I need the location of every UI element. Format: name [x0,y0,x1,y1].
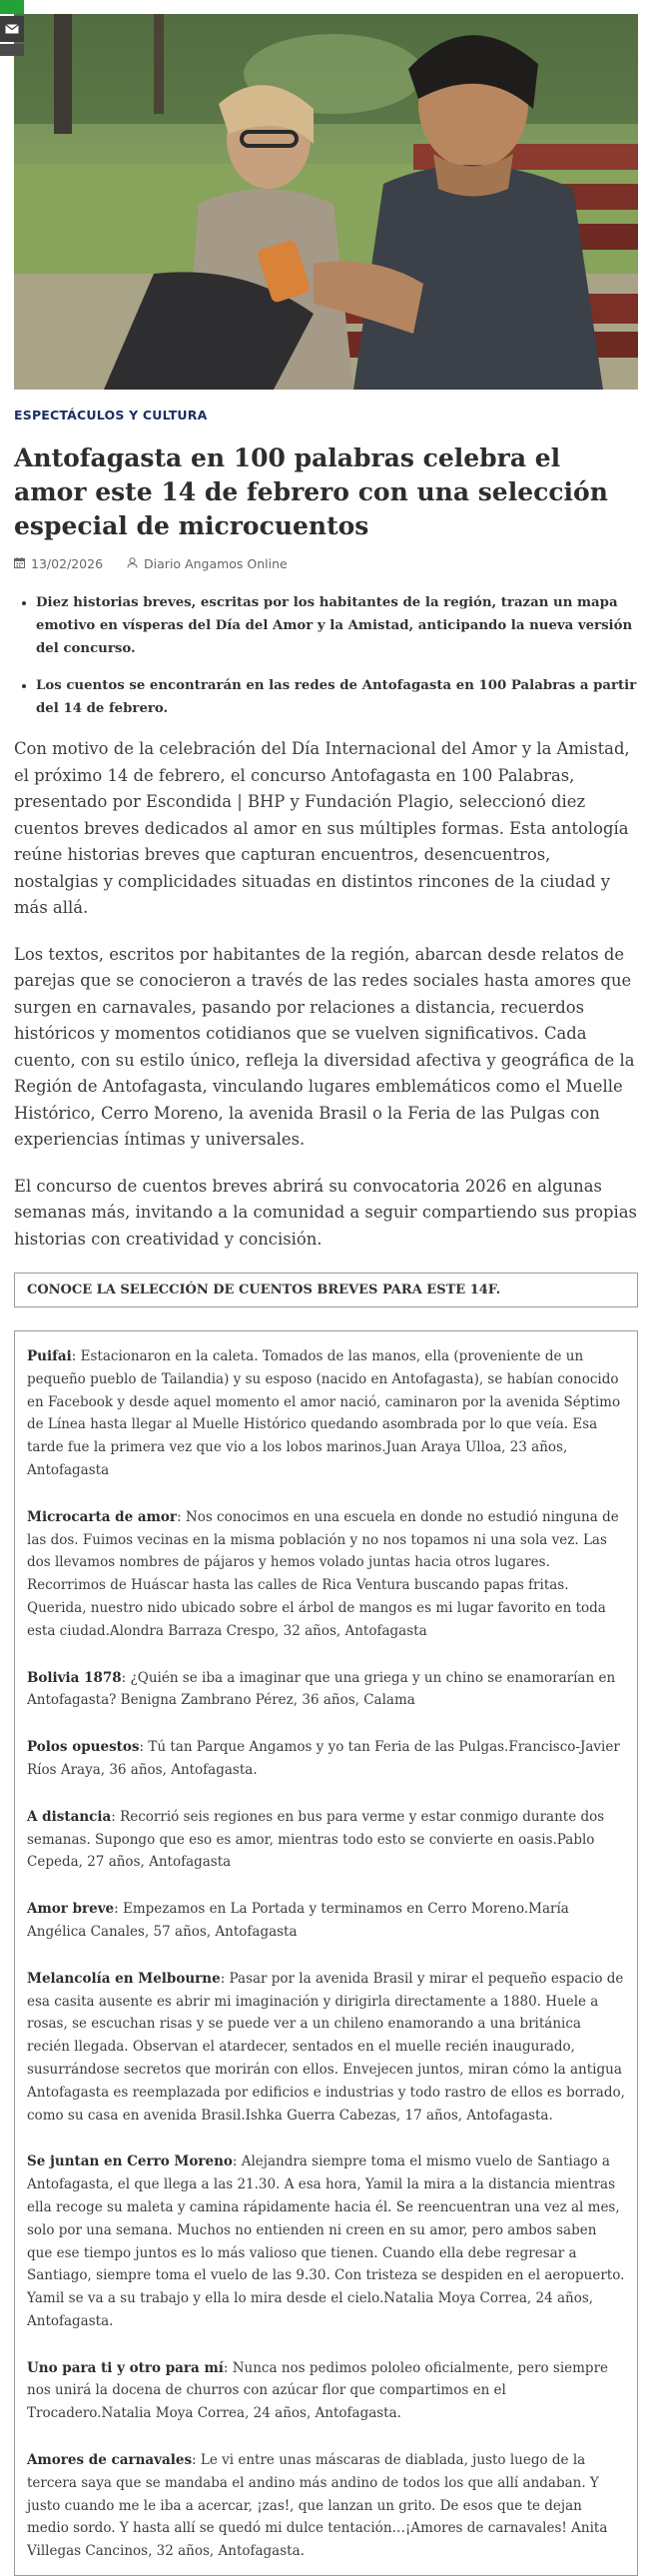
story-item [27,1898,625,1944]
green-tab-icon[interactable] [0,0,24,14]
story-item [27,1806,625,1874]
story-title: Amor breve [27,1901,115,1918]
story-item [27,2150,625,2332]
category-label[interactable]: ESPECTÁCULOS Y CULTURA [14,408,208,423]
paragraph: Los textos, escritos por habitantes de la región, abarcan desde relatos de parejas que se conocieron a través de las redes sociales hasta amores que surgen en carnavales, pasando por relaciones a distancia, recuerdos históricos y momentos cotidianos que se vuelven significativos. Cada cuento, con su estilo único, refleja la diversidad afectiva y geográfica de la Región de Antofagasta, vinculando lugares emblemáticos como el Muelle Histórico, Cerro Moreno, la avenida Brasil o la Feria de las Pulgas con experiencias íntimas y universales. [14,944,635,1149]
user-icon [127,556,138,571]
story-title: Uno para ti y otro para mí [27,2359,224,2376]
story-item [27,1345,625,1482]
story-text: : Le vi entre unas máscaras de diablada, justo luego de la tercera saya que se mandaba el andino más andino de todos los que allí andaban. Y justo cuando me le iba a acercar, ¡zas!, que lanzan un grito. De esos que te dejan medio sordo. Y hasta allí se quedó mi dulce tentación…¡Amores de carnavales! Anita Villegas Cancinos, 32 años, Antofagasta. [27,2452,608,2560]
story-title: Bolivia 1878 [27,1669,122,1686]
stories-box [14,1330,638,2576]
list-item: • Diez historias breves, escritas por los habitantes de la región, trazan un mapa emotivo en vísperas del Día del Amor y la Amistad, anticipando la nueva versión del concurso. [36,591,638,660]
story-item [27,1736,625,1782]
story-text: : Alejandra siempre toma el mismo vuelo de Santiago a Antofagasta, el que llega a las 21.30. A esa hora, Yamil la mira a la distancia mientras ella recoge su maleta y camina rápidamente hacia él. Se reencuentran una vez al mes, solo por una semana. Muchos no entienden ni creen en su amor, pero ambos saben que ese tiempo juntos es lo más valioso que tienen. Cuando ella debe regresar a Santiago, siempre toma el vuelo de las 9.30. Con tristeza se despiden en el aeropuerto. Yamil se va a su trabajo y ella lo mira desde el cielo.Natalia Moya Correa, 24 años, Antofagasta. [27,2153,625,2329]
article-title: Antofagasta en 100 palabras celebra el amor este 14 de febrero con una selección especial de microcuentos [14,443,608,540]
article-meta [14,556,638,571]
dark-tab-icon[interactable] [0,44,24,56]
story-item [27,1667,625,1713]
article-author[interactable]: Diario Angamos Online [144,556,288,571]
summary-bullets [14,591,638,720]
hero-image [14,14,638,390]
story-text: : Nunca nos pedimos pololeo oficialmente, pero siempre nos unirá la docena de churros con azúcar flor que compartimos en el Trocadero.Natalia Moya Correa, 24 años, Antofagasta. [27,2359,609,2422]
story-item [27,2449,625,2563]
story-title: Polos opuestos [27,1739,140,1756]
story-item [27,2357,625,2425]
calendar-icon [14,556,25,571]
story-text: : Estacionaron en la caleta. Tomados de las manos, ella (proveniente de un pequeño pueblo de Tailandia) y su esposo (nacido en Antofagasta), se habían conocido en Facebook y desde aquel momento el amor nació, caminaron por la avenida Séptimo de Línea hasta llegar al Muelle Histórico quedando asombrada por lo que veía. Esa tarde fue la primera vez que vio a los lobos marinos.Juan Araya Ulloa, 23 años, Antofagasta [27,1348,621,1478]
story-text: : Tú tan Parque Angamos y yo tan Feria de las Pulgas.Francisco-Javier Ríos Araya, 36 años, Antofagasta. [27,1739,620,1778]
story-title: A distancia [27,1808,112,1825]
story-text: : ¿Quién se iba a imaginar que una griega y un chino se enamorarían en Antofagasta? Benigna Zambrano Pérez, 36 años, Calama [27,1669,616,1709]
story-title: Se juntan en Cerro Moreno [27,2153,233,2170]
story-text: : Empezamos en La Portada y terminamos en Cerro Moreno.María Angélica Canales, 57 años, Antofagasta [27,1901,569,1940]
story-title: Puifai [27,1348,72,1364]
article-date: 13/02/2026 [31,556,104,571]
list-item: • Los cuentos se encontrarán en las redes de Antofagasta en 100 Palabras a partir del 14 de febrero. [36,674,638,720]
story-title: Microcarta de amor [27,1508,178,1525]
story-text: : Recorrió seis regiones en bus para verme y estar conmigo durante dos semanas. Supongo que eso es amor, mientras todo esto se convierte en oasis.Pablo Cepeda, 27 años, Antofagasta [27,1808,605,1871]
story-item [27,1506,625,1643]
article [14,408,638,2576]
story-text: : Nos conocimos en una escuela en donde no estudió ninguna de las dos. Fuimos vecinas en la misma población y no nos topamos ni una sola vez. Las dos llevamos nombres de pájaros y hemos volado juntas hacia otros lugares. Recorrimos de Huáscar hasta las calles de Rica Ventura buscando papas fritas. Querida, nuestro nido ubicado sobre el árbol de mangos es mi lugar favorito en toda esta ciudad.Alondra Barraza Crespo, 32 años, Antofagasta [27,1508,619,1639]
story-title: Melancolía en Melbourne [27,1970,221,1987]
stories-callout: CONOCE LA SELECCIÓN DE CUENTOS BREVES PARA ESTE 14F. [14,1273,638,1307]
story-title: Amores de carnavales [27,2452,193,2469]
paragraph: Con motivo de la celebración del Día Internacional del Amor y la Amistad, el próximo 14 de febrero, el concurso Antofagasta en 100 Palabras, presentado por Escondida | BHP y Fundación Plagio, seleccionó diez cuentos breves dedicados al amor en sus múltiples formas. Esta antología reúne historias breves que capturan encuentros, desencuentros, nostalgias y complicidades situadas en distintos rincones de la ciudad y más allá. [14,739,630,917]
mail-icon[interactable] [0,16,24,42]
photo-couple-reading-on-bench-icon [14,14,638,390]
story-item [27,1968,625,2128]
side-share-tabs [0,0,24,56]
paragraph: El concurso de cuentos breves abrirá su convocatoria 2026 en algunas semanas más, invitando a la comunidad a seguir compartiendo sus propias historias con creatividad y concisión. [14,1176,637,1249]
story-text: : Pasar por la avenida Brasil y mirar el pequeño espacio de esa casita ausente es abrir mi imaginación y dirigirla directamente a 1880. Huele a rosas, se escuchan risas y se puede ver a un chileno enamorando a una británica recién llegada. Observan el atardecer, sentados en el muelle recién inaugurado, susurrándose secretos que morirán con ellos. Envejecen juntos, miran cómo la antigua Antofagasta es reemplazada por edificios e industrias y todo rastro de ellos es borrado, como su casa en avenida Brasil.Ishka Guerra Cabezas, 17 años, Antofagasta. [27,1970,625,2124]
